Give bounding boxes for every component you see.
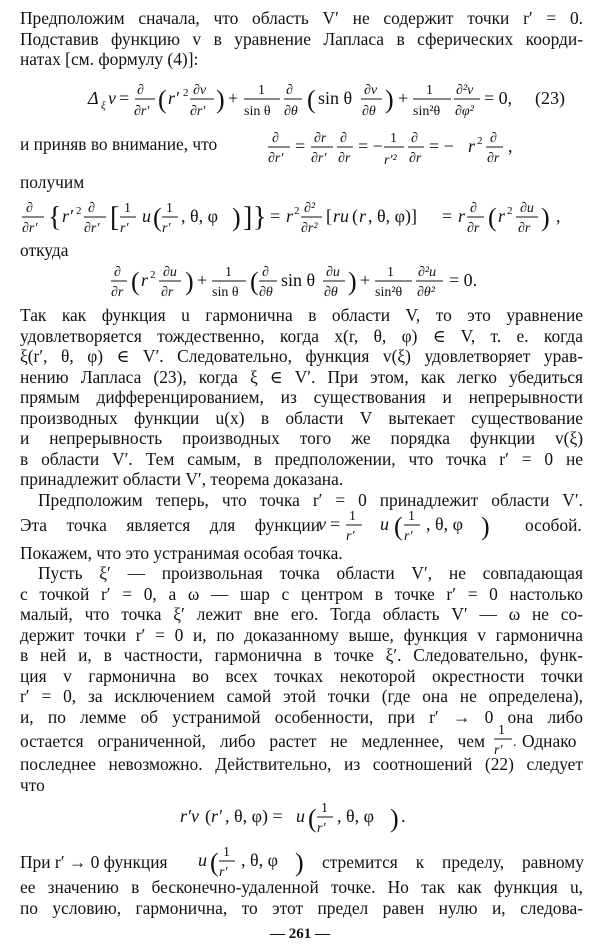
svg-text:=: =: [270, 206, 281, 226]
svg-text:r: r: [498, 206, 506, 226]
svg-text:1: 1: [387, 265, 394, 280]
text-line: Предположим теперь, что точка r′ = 0 принадлежит области V′.: [38, 490, 583, 510]
svg-text:∂u: ∂u: [326, 265, 340, 280]
svg-text:]: ]: [243, 202, 253, 233]
paragraph-bounded-b: [522, 731, 584, 752]
svg-text:∂r′: ∂r′: [134, 104, 150, 119]
svg-text:): ): [385, 85, 394, 114]
text-line: принадлежит области V′, теорема доказана.: [20, 469, 344, 489]
svg-text:1: 1: [390, 131, 397, 146]
paragraph-impossible: [20, 754, 583, 795]
svg-text:∂²u: ∂²u: [418, 265, 437, 280]
paragraph-singular-a: [20, 515, 320, 536]
svg-text:∂: ∂: [286, 83, 293, 98]
svg-text:, θ, φ: , θ, φ: [426, 514, 464, 534]
svg-text:1: 1: [408, 509, 415, 524]
text-line: стремится к пределу, равному: [322, 852, 584, 872]
svg-text:(: (: [153, 203, 162, 232]
svg-text:u: u: [296, 806, 305, 826]
text-line: откуда: [20, 240, 69, 260]
svg-text:∂: ∂: [411, 131, 418, 146]
svg-text:r′v: r′v: [180, 806, 199, 826]
svg-text:∂: ∂: [470, 201, 477, 216]
svg-text:): ): [390, 804, 399, 833]
svg-text:): ): [348, 267, 357, 296]
paragraph-singular-b: [525, 515, 585, 536]
svg-text:∂²v: ∂²v: [456, 83, 474, 98]
svg-text:∂r′: ∂r′: [84, 221, 100, 236]
svg-text:, θ, φ)]: , θ, φ)]: [368, 206, 417, 226]
svg-text:1: 1: [258, 83, 265, 98]
text-line: Подставив функцию v в уравнение Лапласа в сферических коорди-: [20, 28, 583, 49]
svg-text:, θ, φ) =: , θ, φ) =: [225, 806, 283, 826]
text-line: удовлетворяется тождественно, когда x(r, θ, φ) ∈ V, т. е. когда: [20, 325, 583, 346]
svg-text:1: 1: [498, 723, 505, 738]
svg-text:(: (: [394, 512, 403, 541]
svg-text:(: (: [488, 203, 497, 232]
equation-relation: [0, 792, 600, 840]
svg-text:= 0,: = 0,: [484, 88, 513, 108]
svg-text:2: 2: [150, 269, 156, 281]
text-line: Предположим сначала, что область V′ не содержит точки r′ = 0.: [20, 8, 583, 28]
text-line: Однако: [522, 731, 577, 751]
svg-text:∂v: ∂v: [364, 83, 378, 98]
paragraph-limit-rest: [20, 877, 583, 918]
svg-text:sin θ: sin θ: [281, 270, 316, 290]
svg-text:1: 1: [321, 801, 328, 816]
paragraph-limit-b: [322, 852, 584, 873]
svg-text:(: (: [210, 848, 219, 877]
svg-text:= 0.: = 0.: [449, 270, 478, 290]
svg-text:ξ: ξ: [101, 100, 106, 112]
text-line: ее значению в бесконечно-удаленной точке. Но так как функция u,: [20, 877, 583, 897]
text-line: держит точки r′ = 0 и, по доказанному выше, функция v гармонична: [20, 624, 583, 645]
svg-text:(: (: [205, 806, 211, 826]
svg-text:sin²θ: sin²θ: [375, 285, 403, 300]
text-line: что: [20, 774, 45, 795]
svg-text:∂: ∂: [272, 131, 279, 146]
svg-text:= −: = −: [429, 136, 454, 156]
equation-final: [0, 254, 600, 308]
svg-text:∂: ∂: [340, 131, 347, 146]
svg-text:sin²θ: sin²θ: [413, 104, 441, 119]
page-number: — 261 —: [270, 926, 330, 942]
text-line: и приняв во внимание, что: [20, 134, 218, 154]
text-line: Так как функция u гармонична в области V, то это уравнение: [20, 305, 583, 325]
svg-text:∂θ: ∂θ: [362, 104, 376, 119]
text-line: в ней и, в частности, гармонична в точке ξ′. Следовательно, функ-: [20, 645, 583, 665]
svg-text:r′: r′: [168, 88, 179, 108]
text-line: ξ(r′, θ, φ) ∈ V′. Следовательно, функция v(ξ) удовлетворяет урав-: [20, 346, 583, 366]
svg-text:= −: = −: [358, 136, 383, 156]
svg-text:∂θ²: ∂θ²: [417, 285, 435, 300]
svg-text:∂r: ∂r: [409, 151, 422, 166]
svg-text:∂: ∂: [114, 265, 121, 280]
svg-text:u: u: [380, 514, 389, 534]
svg-text:(: (: [250, 267, 259, 296]
svg-text:(: (: [158, 85, 167, 114]
text-line: последнее невозможно. Действительно, из соотношений (22) следует: [20, 754, 583, 774]
svg-text:r′: r′: [120, 221, 129, 236]
svg-text:{: {: [48, 202, 62, 233]
svg-text:r′: r′: [404, 529, 413, 544]
svg-text:r′: r′: [494, 743, 503, 758]
svg-text:2: 2: [477, 135, 483, 147]
svg-text:∂r: ∂r: [111, 285, 124, 300]
svg-text:(: (: [352, 206, 358, 226]
equation-inline-v: [318, 502, 518, 548]
svg-text:∂θ: ∂θ: [324, 285, 338, 300]
svg-text:r: r: [468, 136, 476, 156]
svg-text:, θ, φ: , θ, φ: [337, 806, 375, 826]
svg-text:=: =: [295, 136, 306, 156]
svg-text:v: v: [108, 88, 116, 108]
svg-text:∂r: ∂r: [467, 221, 480, 236]
svg-text:(: (: [131, 267, 140, 296]
svg-text:Δ: Δ: [88, 88, 99, 108]
paragraph-limit-a: [20, 852, 220, 873]
svg-text:sin θ: sin θ: [318, 88, 353, 108]
svg-text:r′²: r′²: [384, 153, 397, 168]
svg-text:∂: ∂: [88, 201, 95, 216]
svg-text:1: 1: [223, 845, 230, 860]
svg-text:,: ,: [508, 136, 513, 156]
svg-text:r: r: [141, 270, 149, 290]
svg-text:∂²: ∂²: [304, 201, 316, 216]
svg-text:∂r: ∂r: [314, 131, 327, 146]
text-line: и, по лемме об устранимой особенности, при r′ → 0 она либо: [20, 706, 583, 727]
svg-text:1: 1: [166, 201, 173, 216]
svg-text:∂: ∂: [137, 83, 144, 98]
svg-text:r′: r′: [62, 206, 73, 226]
svg-text:∂r′: ∂r′: [22, 221, 38, 236]
svg-text:sin θ: sin θ: [244, 104, 271, 119]
svg-text:r′: r′: [219, 865, 228, 880]
equation-number: (23): [535, 88, 565, 108]
svg-text:+: +: [398, 88, 409, 108]
text-line: и непрерывность производных того же порядка функции v(ξ): [20, 428, 583, 448]
text-line: получим: [20, 172, 85, 192]
svg-text:∂: ∂: [26, 201, 33, 216]
svg-text:r: r: [359, 206, 367, 226]
text-line: по условию, гармонична, то этот предел равен нулю и, следова-: [20, 897, 583, 918]
equation-substituted: [0, 190, 600, 244]
svg-text:.: .: [513, 735, 517, 750]
svg-text:u: u: [198, 850, 207, 870]
svg-text:∂r′: ∂r′: [190, 104, 206, 119]
svg-text:[: [: [326, 206, 332, 226]
text-line: нению Лапласа (23), когда ξ ∈ V′. При этом, как легко убедиться: [20, 366, 583, 387]
svg-text:r: r: [458, 206, 466, 226]
svg-text:∂θ: ∂θ: [259, 285, 273, 300]
svg-text:+: +: [197, 270, 208, 290]
text-line: Эта точка является для функции: [20, 515, 320, 535]
svg-text:2: 2: [76, 205, 82, 217]
svg-text:∂v: ∂v: [193, 83, 207, 98]
svg-text:u: u: [142, 206, 151, 226]
svg-text:r′: r′: [211, 806, 222, 826]
svg-text:+: +: [360, 270, 371, 290]
text-line: особой.: [525, 515, 582, 535]
equation-laplace-spherical: [0, 70, 600, 128]
svg-text:.: .: [401, 806, 406, 826]
text-line: прямым дифференцированием, из существования и непрерывности: [20, 387, 583, 407]
svg-text:): ): [216, 85, 225, 114]
svg-text:r′: r′: [346, 529, 355, 544]
svg-text:2: 2: [183, 87, 189, 99]
svg-text:+: +: [228, 88, 239, 108]
paragraph-harmonic: [20, 305, 583, 490]
svg-text:1: 1: [349, 509, 356, 524]
paragraph-let: [20, 563, 583, 727]
svg-text:, θ, φ: , θ, φ: [181, 206, 219, 226]
svg-text:∂r: ∂r: [338, 151, 351, 166]
svg-text:=: =: [442, 206, 453, 226]
svg-text:∂r²: ∂r²: [301, 221, 318, 236]
text-line: r′ = 0, за исключением самой этой точки (где она не определена),: [20, 686, 583, 706]
svg-text:ru: ru: [333, 206, 350, 226]
text-line: Пусть ξ′ — произвольная точка области V′, не совпадающая: [38, 563, 583, 583]
text-line: малый, что точка ξ′ лежит вне его. Тогда область V′ — ω не со-: [20, 604, 583, 624]
svg-text:(: (: [307, 85, 316, 114]
text-line: Покажем, что это устранимая особая точка.: [20, 543, 343, 563]
svg-text:1: 1: [225, 265, 232, 280]
svg-text:): ): [541, 203, 550, 232]
svg-text:∂φ²: ∂φ²: [455, 104, 474, 119]
svg-text:r: r: [286, 206, 294, 226]
svg-text:,: ,: [556, 206, 561, 226]
svg-text:r′: r′: [162, 221, 171, 236]
text-line: натах [см. формулу (4)]:: [20, 49, 199, 69]
text-line: в области V′. Тем самым, в предположении, что точка r′ = 0 не: [20, 448, 583, 469]
paragraph-bounded-a: [20, 731, 485, 752]
svg-text:): ): [232, 203, 241, 232]
svg-text:∂θ: ∂θ: [284, 104, 298, 119]
text-line: остается ограниченной, либо растет не медленнее, чем: [20, 731, 485, 751]
svg-text:∂r: ∂r: [487, 151, 500, 166]
paragraph-show: [20, 543, 583, 564]
text-line: ция v гармонична во всех точках некоторой окрестности точки: [20, 665, 583, 686]
svg-text:r′: r′: [317, 821, 326, 836]
svg-text:∂r: ∂r: [161, 285, 174, 300]
svg-text:1: 1: [426, 83, 433, 98]
svg-text:∂u: ∂u: [163, 265, 177, 280]
text-line: производных функции u(x) в области V вытекает существование: [20, 407, 583, 428]
svg-text:): ): [295, 848, 304, 877]
text-line: При r′ → 0 функция: [20, 852, 168, 872]
svg-text:∂r′: ∂r′: [268, 151, 284, 166]
svg-text:v: v: [318, 514, 326, 534]
svg-text:2: 2: [507, 205, 513, 217]
svg-text:): ): [185, 267, 194, 296]
svg-text:): ): [481, 512, 490, 541]
svg-text:∂r′: ∂r′: [311, 151, 327, 166]
svg-text:(: (: [308, 804, 317, 833]
equation-derivative-substitution: [0, 124, 600, 170]
svg-text:}: }: [253, 202, 267, 233]
svg-text:∂: ∂: [490, 131, 497, 146]
svg-text:[: [: [110, 202, 120, 233]
svg-text:∂: ∂: [262, 265, 269, 280]
text-line: с точкой r′ = 0, а ω — шар с центром в точке r′ = 0 настолько: [20, 583, 583, 604]
svg-text:=: =: [330, 514, 341, 534]
svg-text:=: =: [119, 88, 130, 108]
svg-text:1: 1: [124, 201, 131, 216]
svg-text:, θ, φ: , θ, φ: [241, 850, 279, 870]
svg-text:sin θ: sin θ: [212, 285, 239, 300]
svg-text:∂u: ∂u: [520, 201, 534, 216]
svg-text:∂r: ∂r: [518, 221, 531, 236]
svg-text:2: 2: [294, 205, 300, 217]
paragraph-intro: [20, 8, 583, 70]
